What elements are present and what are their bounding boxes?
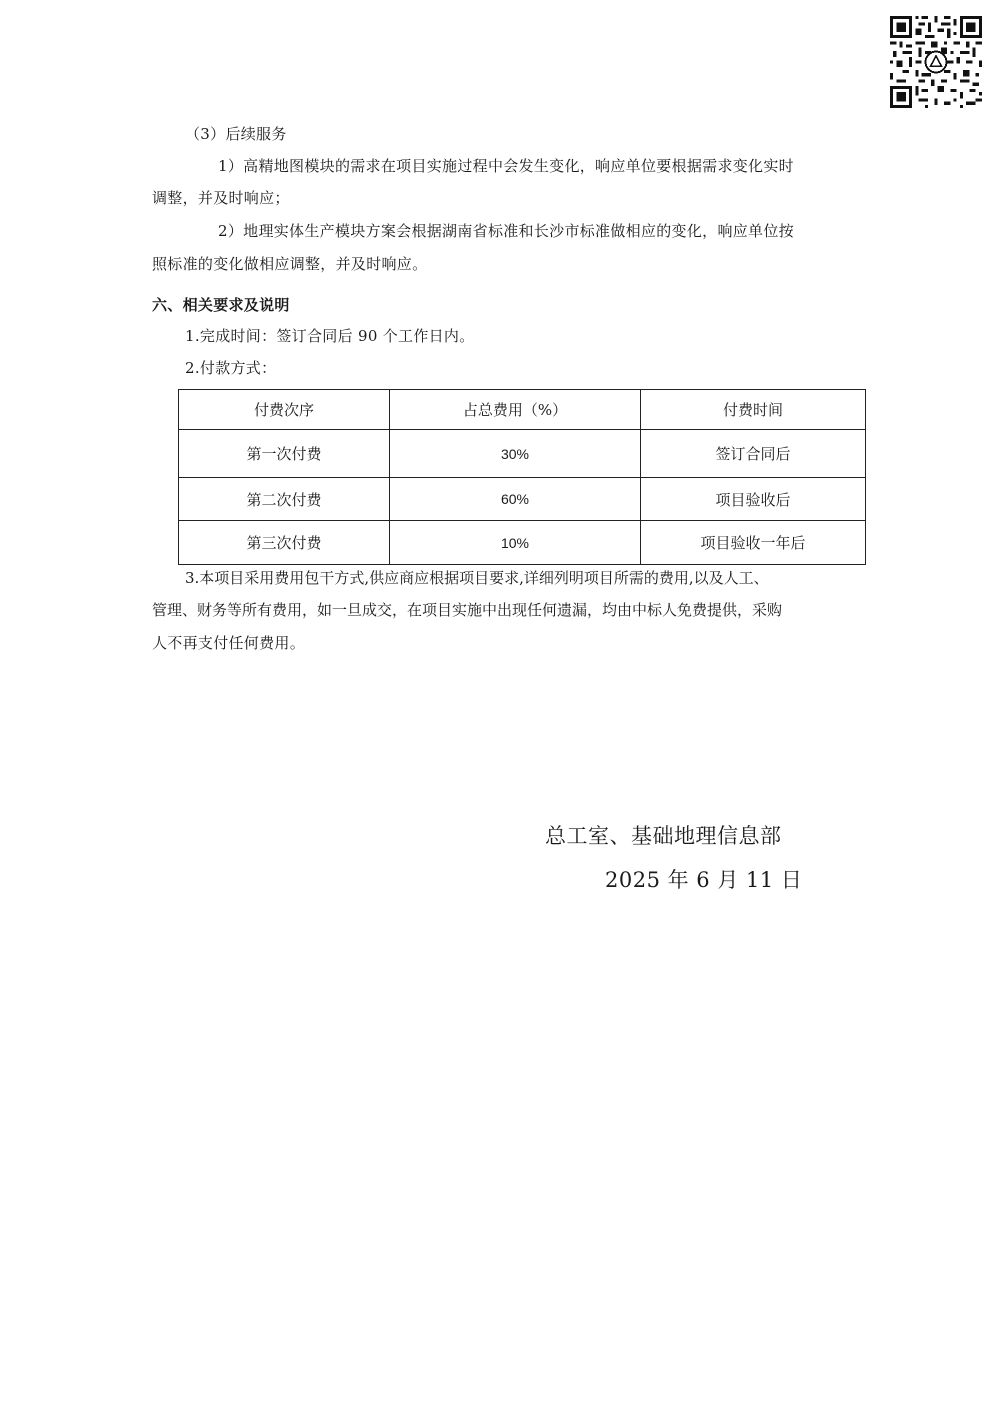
note-line2: 管理、财务等所有费用，如一旦成交，在项目实施中出现任何遗漏，均由中标人免费提供，采购 bbox=[152, 601, 783, 619]
section3-item1-line1: 1）高精地图模块的需求在项目实施过程中会发生变化，响应单位要根据需求变化实时 bbox=[218, 157, 794, 175]
section6-heading: 六、相关要求及说明 bbox=[152, 296, 290, 314]
payment-table bbox=[178, 389, 866, 565]
header-payment-order: 付费次序 bbox=[179, 390, 390, 430]
table-row bbox=[179, 478, 866, 521]
header-payment-time: 付费时间 bbox=[641, 390, 866, 430]
signature-department: 总工室、基础地理信息部 bbox=[545, 824, 782, 848]
cell-order: 第二次付费 bbox=[179, 478, 390, 521]
cell-order: 第一次付费 bbox=[179, 430, 390, 478]
section3-heading: （3）后续服务 bbox=[185, 125, 287, 143]
signature-date: 2025 年 6 月 11 日 bbox=[605, 868, 803, 892]
completion-time: 1.完成时间：签订合同后 90 个工作日内。 bbox=[185, 327, 475, 345]
table-row bbox=[179, 521, 866, 565]
note-line3: 人不再支付任何费用。 bbox=[152, 634, 306, 652]
section3-item2-line2: 照标准的变化做相应调整，并及时响应。 bbox=[152, 255, 428, 273]
section3-item2-line1: 2）地理实体生产模块方案会根据湖南省标准和长沙市标准做相应的变化，响应单位按 bbox=[218, 222, 794, 240]
cell-order: 第三次付费 bbox=[179, 521, 390, 565]
payment-method-label: 2.付款方式： bbox=[185, 359, 277, 377]
note-line1: 3.本项目采用费用包干方式,供应商应根据项目要求,详细列明项目所需的费用,以及人工、 bbox=[185, 569, 769, 587]
table-row bbox=[179, 430, 866, 478]
cell-time: 项目验收一年后 bbox=[641, 521, 866, 565]
cell-percentage: 60% bbox=[390, 478, 641, 521]
table-header-row bbox=[179, 390, 866, 430]
qr-code-icon bbox=[890, 16, 982, 108]
section3-item1-line2: 调整，并及时响应； bbox=[152, 189, 290, 207]
cell-percentage: 10% bbox=[390, 521, 641, 565]
cell-time: 签订合同后 bbox=[641, 430, 866, 478]
cell-time: 项目验收后 bbox=[641, 478, 866, 521]
cell-percentage: 30% bbox=[390, 430, 641, 478]
header-percentage: 占总费用（%） bbox=[390, 390, 641, 430]
